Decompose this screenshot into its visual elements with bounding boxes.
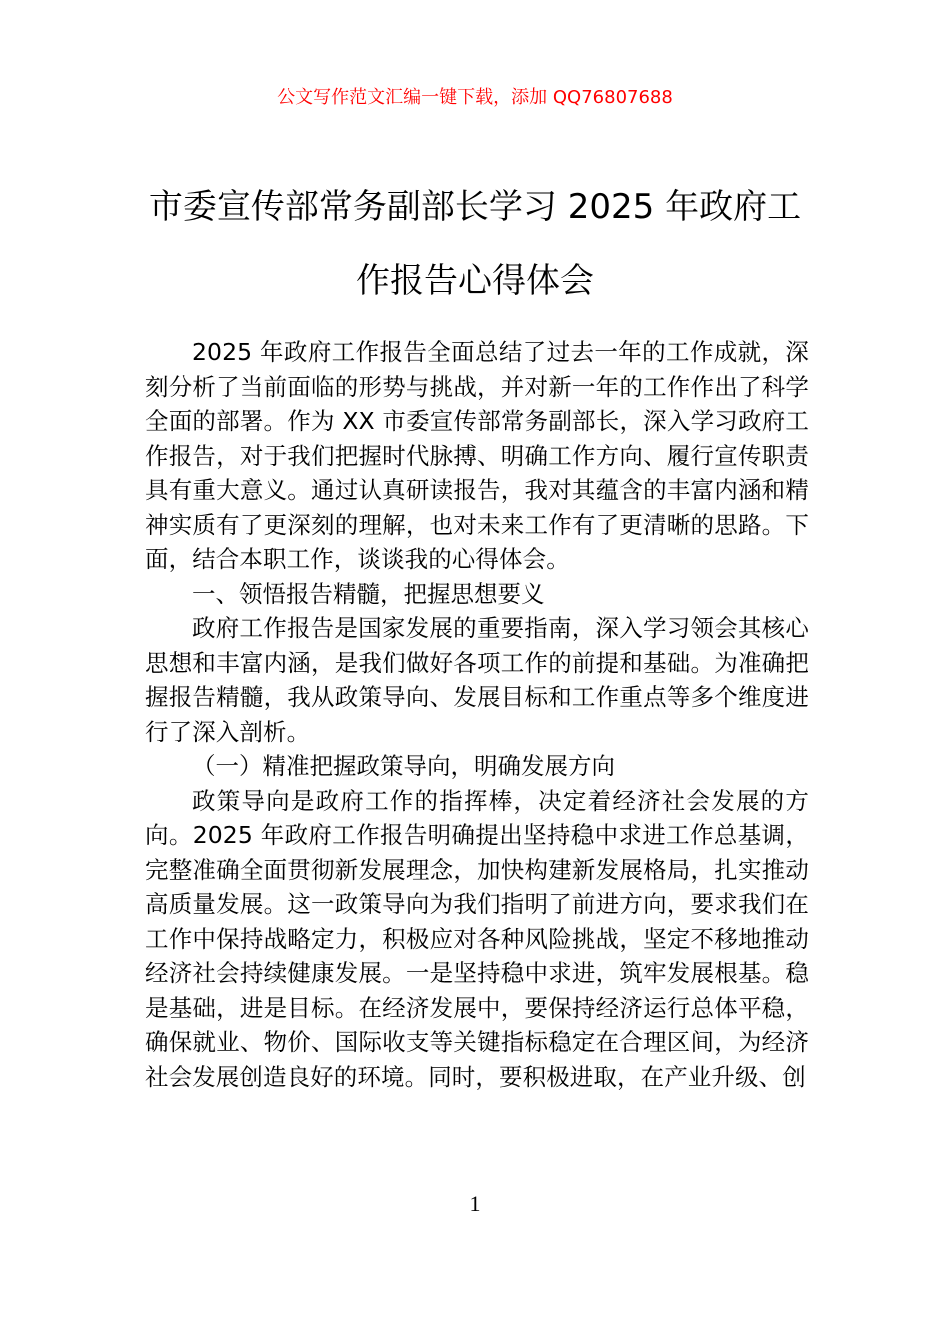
page-number: 1 — [469, 1191, 481, 1216]
subsection-paragraph: 政策导向是政府工作的指挥棒，决定着经济社会发展的方向。2025 年政府工作报告明确提出坚持稳中求进工作总基调，完整准确全面贯彻新发展理念，加快构建新发展格局，扎实推动高质量发展。这一政策导向为我们指明了前进方向，要求我们在工作中保持战略定力，积极应对各种风险挑战，坚定不移地推动经济社会持续健康发展。一是坚持稳中求进，筑牢发展根基。稳是基础，进是目标。在经济发展中，要保持经济运行总体平稳，确保就业、物价、国际收支等关键指标稳定在合理区间，为经济社会发展创造良好的环境。同时，要积极进取，在产业升级、创 — [145, 786, 809, 1091]
document-title: 市委宣传部常务副部长学习 2025 年政府工作报告心得体会 — [148, 187, 802, 301]
header-ad-text: 公文写作范文汇编一键下载，添加 QQ76807688 — [277, 87, 673, 108]
subsection-heading: （一）精准把握政策导向，明确发展方向 — [192, 752, 615, 780]
intro-paragraph: 2025 年政府工作报告全面总结了过去一年的工作成就，深刻分析了当前面临的形势与挑战，并对新一年的工作作出了科学全面的部署。作为 XX 市委宣传部常务副部长，深入学习政府工作报告，对于我们把握时代脉搏、明确工作方向、履行宣传职责具有重大意义。通过认真研读报告，我对其蕴含的丰富内涵和精神实质有了更深刻的理解，也对未来工作有了更清晰的思路。下面，结合本职工作，谈谈我的心得体会。 — [145, 338, 809, 573]
section-paragraph: 政府工作报告是国家发展的重要指南，深入学习领会其核心思想和丰富内涵，是我们做好各项工作的前提和基础。为准确把握报告精髓，我从政策导向、发展目标和工作重点等多个维度进行了深入剖析。 — [145, 614, 809, 746]
document-body — [145, 335, 809, 1094]
section-heading: 一、领悟报告精髓，把握思想要义 — [192, 579, 545, 608]
